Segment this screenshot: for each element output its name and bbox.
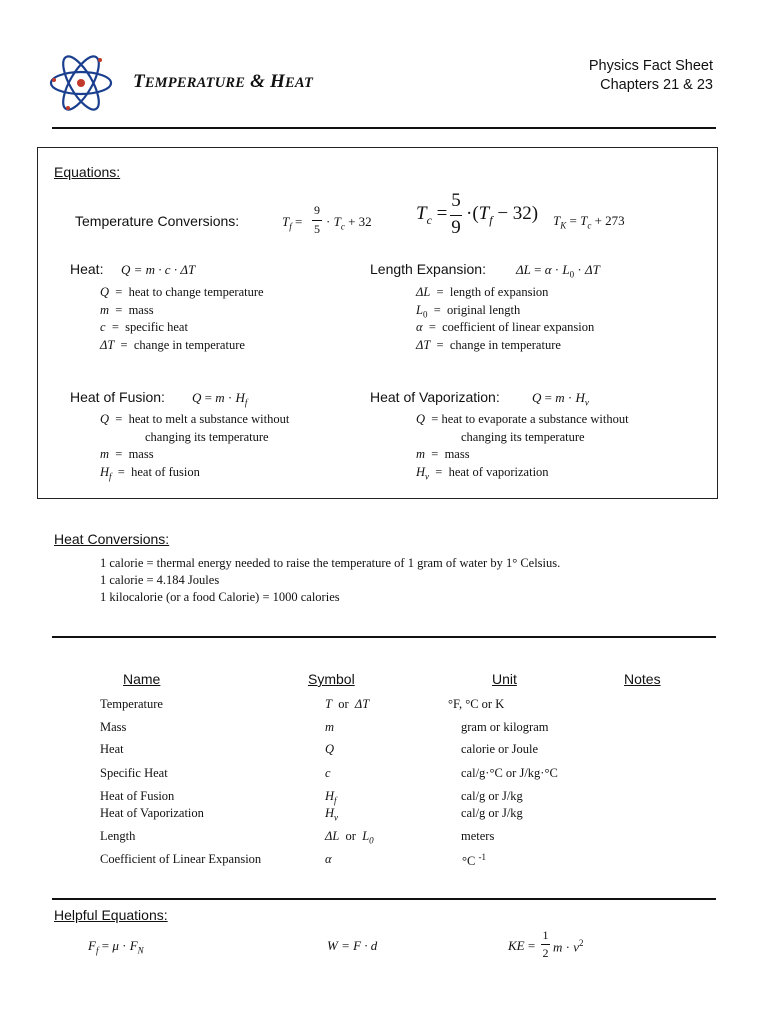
heat-conversions-list <box>100 555 560 606</box>
def-item: changing its temperature <box>461 429 585 444</box>
kinetic-formula: KE = 1 2 $m \cdot v^2$ <box>508 928 584 960</box>
cell-name: Coefficient of Linear Expansion <box>100 852 262 866</box>
chapters-label: Chapters 21 & 23 <box>600 77 713 93</box>
divider <box>52 898 716 900</box>
cell-name: Temperature <box>100 697 163 711</box>
def-item: m = mass <box>416 447 470 461</box>
cell-name: Heat <box>100 742 124 756</box>
def-item: Q = heat to melt a substance without <box>100 412 290 426</box>
table-header <box>0 671 768 691</box>
def-item: ΔT = change in temperature <box>100 337 245 352</box>
fusion-formula: $Q = m \cdot H_f$ <box>192 390 248 408</box>
cell-unit: °C $^{-1}$ <box>462 852 486 869</box>
friction-formula: $F_f = \mu \cdot F_N$ <box>88 938 144 956</box>
cell-symbol: $H_v$ <box>325 806 339 823</box>
cell-symbol: Q <box>325 742 335 756</box>
def-item: $L_0$ = original length <box>416 302 521 319</box>
cell-unit: gram or kilogram <box>461 720 549 734</box>
cell-unit: °F, °C or K <box>448 697 505 711</box>
heat-formula: Q = m · c · ΔT <box>121 262 196 277</box>
table-row <box>0 852 768 872</box>
sheet-label: Physics Fact Sheet <box>588 58 713 74</box>
cell-unit: cal/g or J/kg <box>461 806 523 820</box>
equations-heading: Equations: <box>54 164 121 180</box>
temp-conversions-label: Temperature Conversions: <box>75 213 240 229</box>
vapor-label: Heat of Vaporization: <box>370 389 500 405</box>
cell-symbol: α <box>325 852 332 866</box>
page-title: TEMPERATURE & HEAT <box>133 71 313 92</box>
length-label: Length Expansion: <box>370 261 486 277</box>
table-row <box>0 742 768 762</box>
helpful-heading: Helpful Equations: <box>54 907 168 923</box>
cell-unit: meters <box>461 829 495 843</box>
def-item: changing its temperature <box>145 429 269 444</box>
cell-symbol: T or ΔT <box>325 697 370 711</box>
cell-unit: cal/g or J/kg <box>461 789 523 803</box>
col-header-unit: Unit <box>492 671 517 687</box>
def-item: m = mass <box>100 302 154 317</box>
col-header-notes: Notes <box>624 671 661 687</box>
table-row <box>0 766 768 786</box>
vapor-definitions <box>416 411 629 481</box>
col-header-name: Name <box>123 671 161 687</box>
def-item: $H_v$ = heat of vaporization <box>416 464 549 481</box>
heat-conversions-heading: Heat Conversions: <box>54 531 170 547</box>
heat-definitions <box>100 284 264 354</box>
fusion-definitions <box>100 411 289 481</box>
length-definitions <box>416 284 594 354</box>
length-formula: $\Delta L = \alpha \cdot L_0 \cdot \Delta T$ <box>516 262 600 280</box>
def-item: m = mass <box>100 447 154 461</box>
divider <box>52 636 716 638</box>
work-formula: W = F · d <box>327 938 378 953</box>
def-item: c = specific heat <box>100 320 188 334</box>
atom-logo <box>48 50 114 116</box>
tk-formula: $T_K = T_c + 273$ <box>553 213 625 231</box>
def-item: $H_f$ = heat of fusion <box>100 464 200 481</box>
table-row <box>0 806 768 826</box>
divider <box>52 127 716 129</box>
cell-name: Heat of Vaporization <box>100 806 204 820</box>
cell-symbol: $H_f$ <box>325 789 337 806</box>
table-row <box>0 829 768 849</box>
def-item: Q = heat to evaporate a substance without <box>416 412 629 426</box>
table-row <box>0 720 768 740</box>
conversion-line: 1 calorie = 4.184 Joules <box>100 573 220 587</box>
conversion-line: 1 kilocalorie (or a food Calorie) = 1000 calories <box>100 590 340 604</box>
conversion-line: 1 calorie = thermal energy needed to raise the temperature of 1 gram of water by 1° Celsius. <box>100 556 561 570</box>
col-header-symbol: Symbol <box>308 671 355 687</box>
def-item: α = coefficient of linear expansion <box>416 320 595 334</box>
cell-symbol: m <box>325 720 335 734</box>
cell-symbol: ΔL or $L_0$ <box>325 829 374 846</box>
cell-unit: calorie or Joule <box>461 742 539 756</box>
vapor-formula: $Q = m \cdot H_v$ <box>532 390 589 408</box>
cell-name: Length <box>100 829 136 843</box>
cell-name: Heat of Fusion <box>100 789 175 803</box>
def-item: ΔL = length of expansion <box>416 285 549 299</box>
cell-name: Specific Heat <box>100 766 168 780</box>
def-item: ΔT = change in temperature <box>416 337 561 352</box>
cell-symbol: c <box>325 766 331 780</box>
heat-label: Heat: <box>70 261 104 277</box>
def-item: Q = heat to change temperature <box>100 285 264 299</box>
table-row <box>0 697 768 717</box>
cell-name: Mass <box>100 720 127 734</box>
fusion-label: Heat of Fusion: <box>70 389 165 405</box>
cell-unit: cal/g·°C or J/kg·°C <box>461 766 558 780</box>
